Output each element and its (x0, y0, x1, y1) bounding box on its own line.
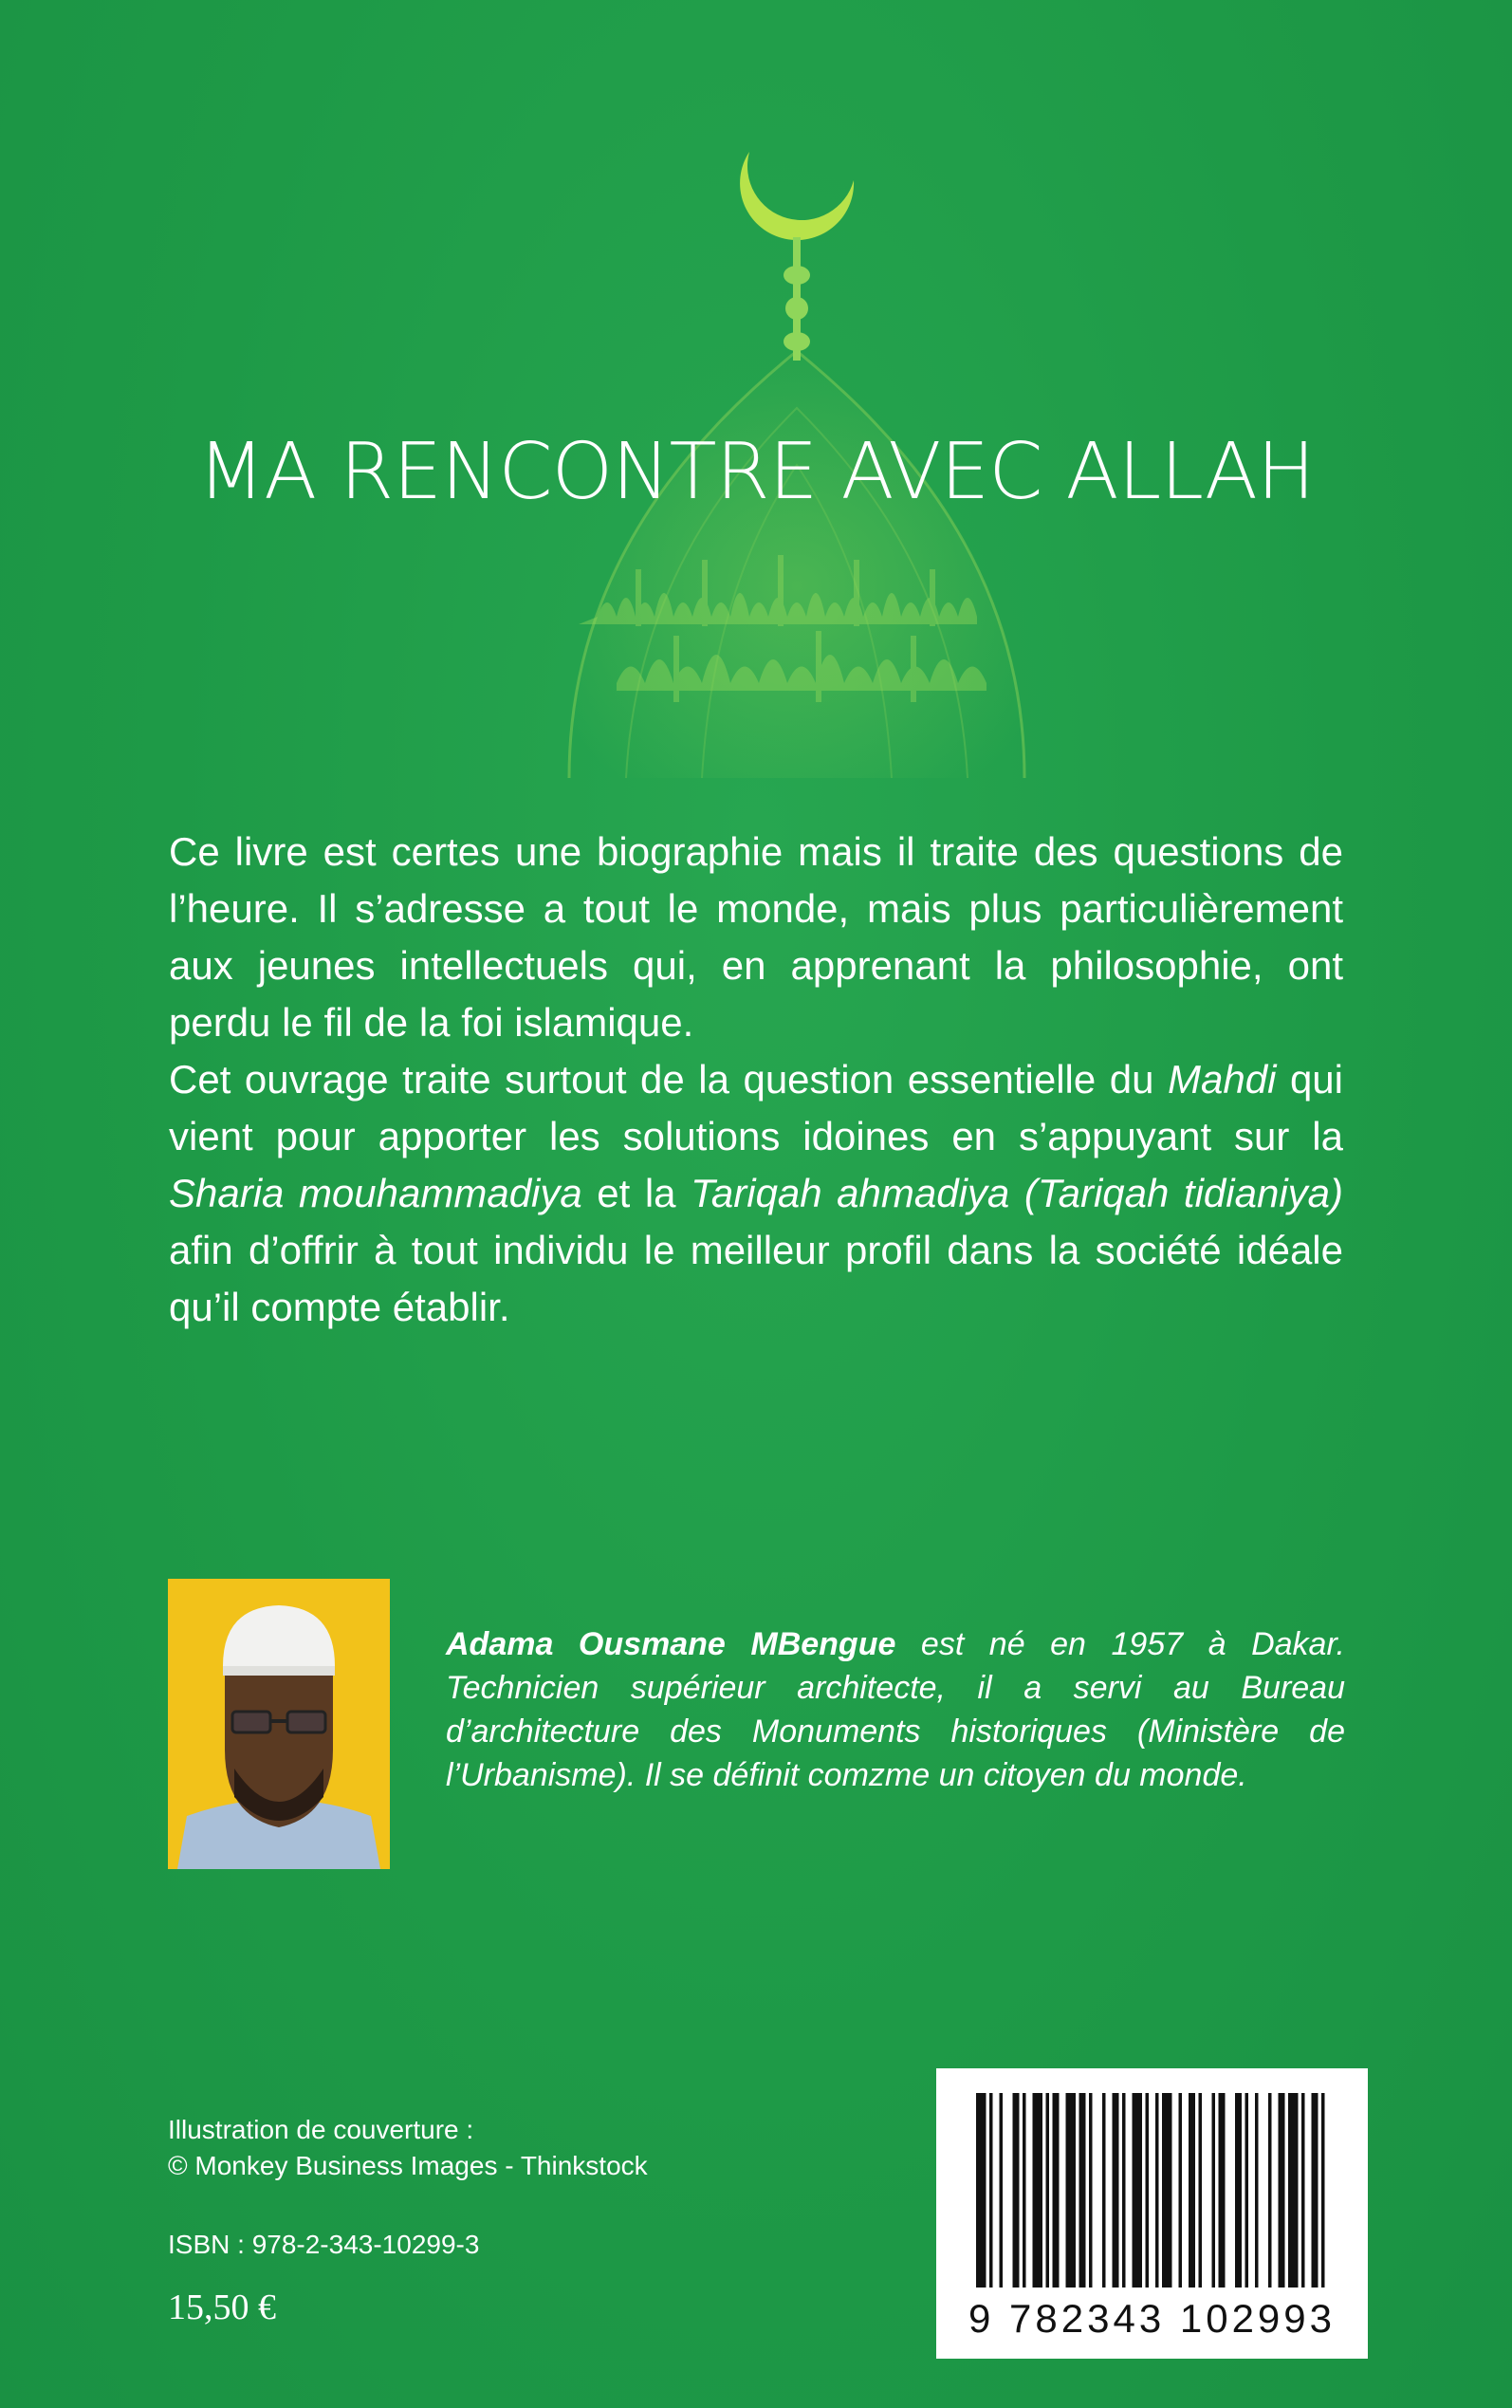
barcode-bar (1245, 2093, 1249, 2288)
barcode-bar (1122, 2093, 1126, 2288)
barcode-bar (1113, 2093, 1119, 2288)
blurb-emphasis-tariqah: Tariqah ahmadiya (Tariqah tidianiya) (691, 1171, 1343, 1215)
barcode-bar (1312, 2093, 1318, 2288)
blurb-paragraph-2 (169, 1051, 1343, 1336)
barcode-bar (1102, 2093, 1106, 2288)
barcode-bar (1033, 2093, 1043, 2288)
barcode-digits: 9 782343 102993 (968, 2296, 1336, 2341)
barcode-bar (1155, 2093, 1159, 2288)
credits-line-1: Illustration de couverture : (168, 2115, 474, 2144)
blurb-text: Cet ouvrage traite surtout de la question essentielle du (169, 1057, 1169, 1102)
isbn: ISBN : 978-2-343-10299-3 (168, 2230, 480, 2259)
book-title: MA RENCONTRE AVEC ALLAH (197, 427, 1315, 517)
barcode-bar (1179, 2093, 1183, 2288)
barcode-bar (1013, 2093, 1020, 2288)
barcode-bar (1219, 2093, 1226, 2288)
blurb (169, 824, 1343, 1336)
barcode-bar (1199, 2093, 1203, 2288)
barcode-bar (1321, 2093, 1325, 2288)
barcode-bar (1288, 2093, 1299, 2288)
barcode-bar (1255, 2093, 1259, 2288)
barcode-bar (1301, 2093, 1305, 2288)
barcode-bar (1079, 2093, 1086, 2288)
blurb-emphasis-sharia: Sharia mouhammadiya (169, 1171, 582, 1215)
author-name: Adama Ousmane MBengue (446, 1626, 896, 1662)
barcode-bar (1268, 2093, 1272, 2288)
barcode-bars-icon (936, 2068, 1368, 2296)
barcode-bar (1162, 2093, 1172, 2288)
barcode-bar (1146, 2093, 1150, 2288)
blurb-text: afin d’offrir à tout individu le meilleur profil dans la société idéale qu’il compte établir. (169, 1228, 1343, 1329)
barcode (936, 2068, 1368, 2359)
blurb-emphasis-mahdi: Mahdi (1168, 1057, 1277, 1102)
author-bio-text: est né en 1957 à Dakar. Technicien supérieur architecte, il a servi au Bureau d’architecture des Monuments historiques (Ministère de l’Urbanisme). Il se définit comzme un citoyen du monde. (446, 1626, 1345, 1793)
barcode-bar (1023, 2093, 1026, 2288)
price: 15,50 € (168, 2288, 276, 2327)
illustration-credits (168, 2112, 648, 2184)
barcode-bar (1133, 2093, 1143, 2288)
author-photo (168, 1579, 390, 1869)
blurb-text: qui vient pour apporter les solutions idoines en s’appuyant sur la (169, 1057, 1343, 1158)
blurb-text: et la (581, 1171, 691, 1215)
barcode-bar (1053, 2093, 1060, 2288)
barcode-bar (1089, 2093, 1093, 2288)
barcode-bar (1235, 2093, 1242, 2288)
blurb-paragraph-1: Ce livre est certes une biographie mais il traite des questions de l’heure. Il s’adresse a tout le monde, mais plus particulièrement aux jeunes intellectuels qui, en apprenant la philosophie, ont perdu le fil de la foi islamique. (169, 829, 1343, 1045)
barcode-bar (989, 2093, 993, 2288)
barcode-bar (1046, 2093, 1050, 2288)
barcode-bar (1279, 2093, 1285, 2288)
barcode-bar (976, 2093, 986, 2288)
barcode-bar (1212, 2093, 1216, 2288)
credits-line-2: © Monkey Business Images - Thinkstock (168, 2151, 648, 2180)
barcode-bar (1066, 2093, 1077, 2288)
barcode-bar (1000, 2093, 1004, 2288)
barcode-bar (1189, 2093, 1195, 2288)
author-bio (446, 1622, 1345, 1797)
